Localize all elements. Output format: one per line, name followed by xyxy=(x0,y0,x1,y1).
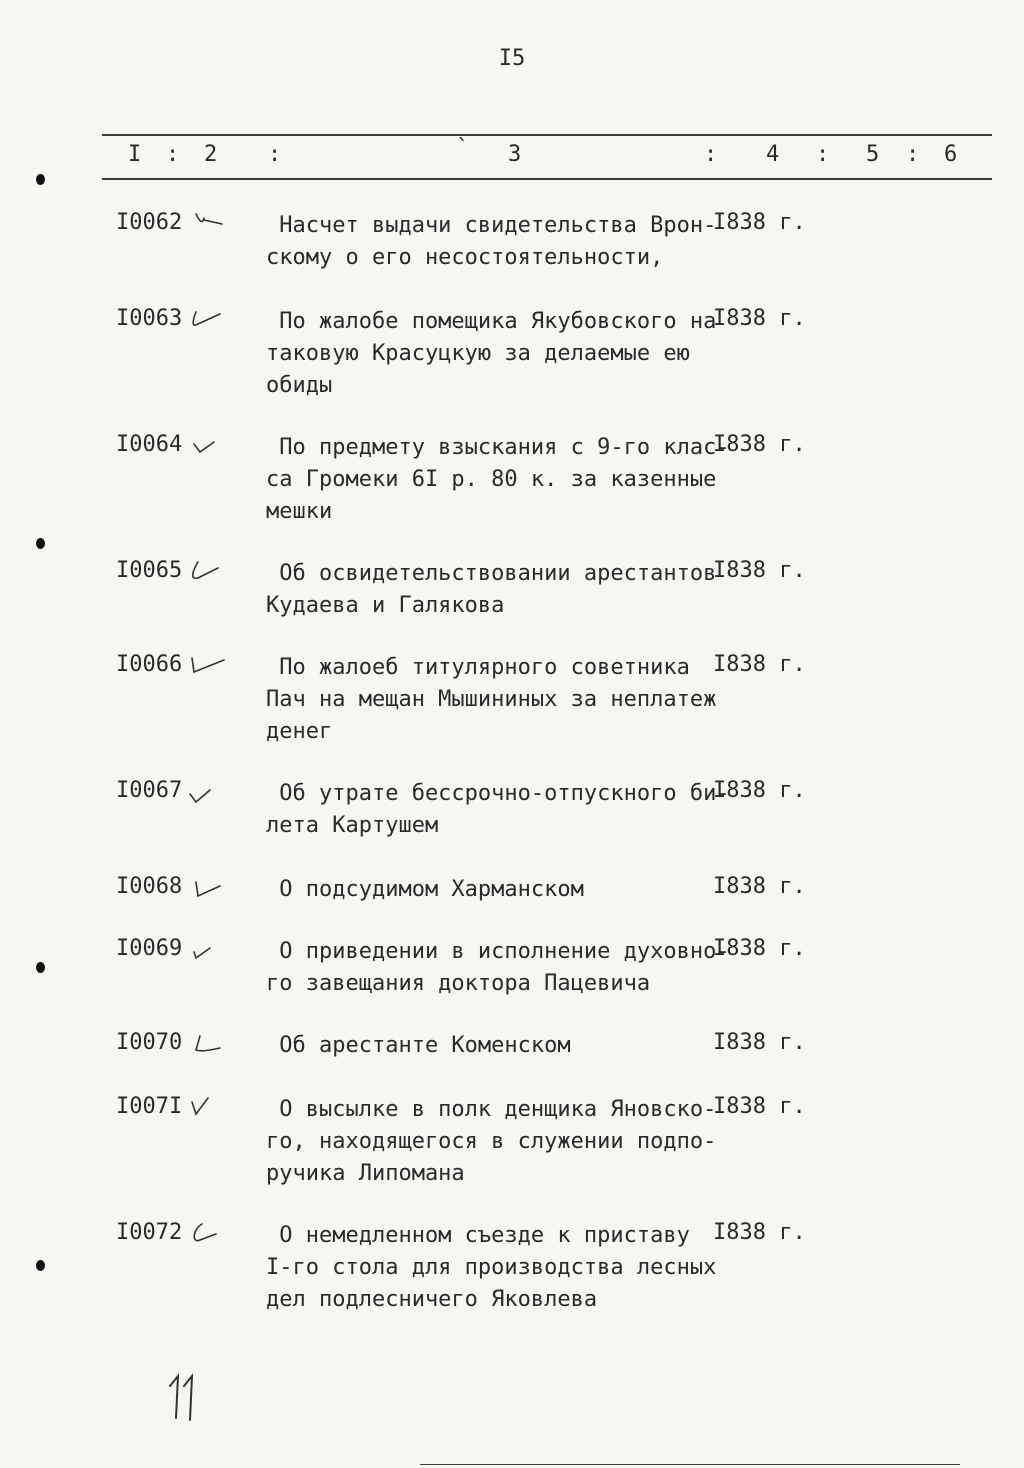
col-header-5: 5 xyxy=(866,142,880,167)
header-bottom-rule xyxy=(102,178,992,180)
checkmark-icon xyxy=(188,1028,228,1058)
case-year: I838 г. xyxy=(713,936,806,961)
case-description: Об арестанте Коменском xyxy=(266,1033,571,1058)
case-year: I838 г. xyxy=(713,432,806,457)
case-description: О приведении в исполнение духовно- го завещания доктора Пацевича xyxy=(266,939,730,996)
checkmark-icon xyxy=(188,872,228,902)
checkmark-icon xyxy=(188,934,228,964)
page-number: I5 xyxy=(498,46,526,71)
case-year: I838 г. xyxy=(713,1094,806,1119)
checkmark-icon xyxy=(188,304,228,334)
checkmark-icon xyxy=(188,776,228,806)
case-description: По предмету взыскания с 9-го клас- са Громеки 6I р. 80 к. за казенные мешки xyxy=(266,435,730,524)
tick-mark: ` xyxy=(456,136,470,161)
col-separator: : xyxy=(166,142,180,167)
checkmark-icon xyxy=(188,208,228,238)
case-description: Об утрате бессрочно-отпускного би- лета Картушем xyxy=(266,781,730,838)
header-top-rule xyxy=(102,134,992,136)
col-separator: : xyxy=(704,142,718,167)
col-header-3: 3 xyxy=(508,142,522,167)
case-year: I838 г. xyxy=(713,1220,806,1245)
binder-hole xyxy=(36,538,45,549)
case-description: Об освидетельствовании арестантов Кудаева и Галякова xyxy=(266,561,717,618)
case-description: Насчет выдачи свидетельства Врон- скому о его несостоятельности, xyxy=(266,213,717,270)
binder-hole xyxy=(36,962,45,973)
case-description: По жалобе помещика Якубовского на таковую Красуцкую за делаемые ею обиды xyxy=(266,309,717,398)
checkmark-icon xyxy=(188,556,228,586)
col-separator: : xyxy=(268,142,282,167)
case-year: I838 г. xyxy=(713,778,806,803)
col-separator: : xyxy=(906,142,920,167)
case-number: I0069 xyxy=(116,936,183,961)
binder-hole xyxy=(36,174,45,185)
checkmark-icon xyxy=(188,430,228,460)
case-year: I838 г. xyxy=(713,874,806,899)
case-year: I838 г. xyxy=(713,1030,806,1055)
case-description: О немедленном съезде к приставу I-го стола для производства лесных дел подлесничего Яковлева xyxy=(266,1223,717,1312)
checkmark-icon xyxy=(188,650,228,680)
case-year: I838 г. xyxy=(713,306,806,331)
case-number: I0067 xyxy=(116,778,183,803)
checkmark-icon xyxy=(188,1092,228,1122)
case-description: По жалоеб титулярного советника Пач на мещан Мышининых за неплатеж денег xyxy=(266,655,717,744)
case-year: I838 г. xyxy=(713,210,806,235)
case-number: I0065 xyxy=(116,558,183,583)
col-header-1: I xyxy=(128,142,142,167)
case-description: О подсудимом Харманском xyxy=(266,877,584,902)
col-header-2: 2 xyxy=(204,142,218,167)
bottom-rule xyxy=(420,1464,960,1465)
col-header-6: 6 xyxy=(944,142,958,167)
case-year: I838 г. xyxy=(713,558,806,583)
handwritten-sheet-number xyxy=(166,1372,206,1424)
checkmark-icon xyxy=(188,1218,228,1248)
case-description: О высылке в полк денщика Яновско- го, находящегося в служении подпо- ручика Липомана xyxy=(266,1097,717,1186)
case-number: I0068 xyxy=(116,874,183,899)
col-separator: : xyxy=(816,142,830,167)
col-header-4: 4 xyxy=(766,142,780,167)
case-number: I0066 xyxy=(116,652,183,677)
case-number: I0070 xyxy=(116,1030,183,1055)
case-year: I838 г. xyxy=(713,652,806,677)
case-number: I0064 xyxy=(116,432,183,457)
case-number: I0063 xyxy=(116,306,183,331)
case-number: I0072 xyxy=(116,1220,183,1245)
case-number: I007I xyxy=(116,1094,183,1119)
binder-hole xyxy=(36,1260,45,1271)
case-number: I0062 xyxy=(116,210,183,235)
